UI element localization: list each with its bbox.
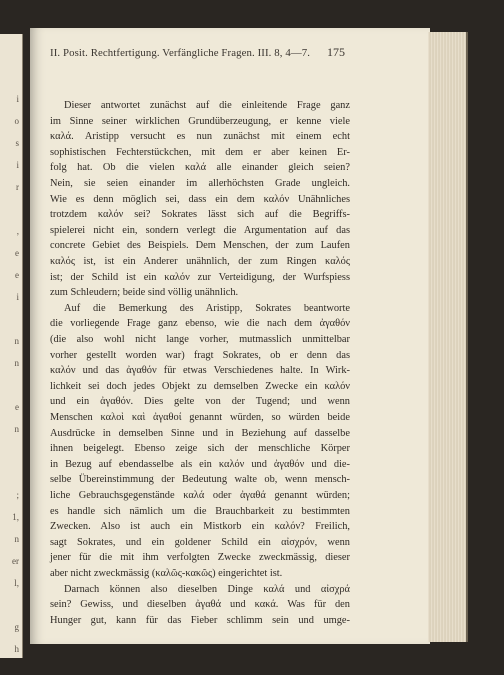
text-line: ihnen beigelegt. Ebenso zeige sich der menschliche Körper [50, 443, 350, 455]
facing-page-fragment: e [15, 270, 19, 280]
text-line: und ein ἀγαθόν. Dies gelte von der Tugend; und wenn [50, 396, 350, 408]
text-line: im Sinne seiner wirklichen Grundüberzeugung, er kenne viele [50, 115, 350, 127]
facing-page-text-fragments [0, 34, 22, 658]
text-line: spielerei nicht ein, sondern verlegt die Argumentation auf das [50, 224, 350, 236]
facing-page-fragment: e [15, 248, 19, 258]
facing-page-fragment: , [16, 226, 19, 236]
facing-page-edge [0, 34, 23, 658]
text-line: Nein, sie seien einander im allerhöchsten Grade ungleich. [50, 178, 350, 189]
text-line: ist; der Schild ist ein καλόν zur Verteidigung, der Wurfspiess [50, 271, 350, 283]
facing-page-fragment: n [14, 358, 19, 368]
facing-page-fragment: ; [16, 490, 19, 500]
text-line: jener für die mit ihm verfolgten Zwecke zweckmässig, dieser [50, 552, 350, 564]
facing-page-fragment: i [16, 94, 19, 104]
facing-page-fragment: n [14, 424, 19, 434]
text-line: Ausdrücke in demselben Sinne und in Beziehung auf dasselbe [50, 427, 350, 439]
text-line: Hunger gut, kann für das Fieber schlimm sein und umge- [50, 614, 350, 626]
page-number: 175 [327, 45, 345, 59]
text-line: trotzdem καλόν sei? Sokrates lässt sich auf die Begriffs- [50, 209, 350, 221]
text-line: καλός ist, ist ein Anderer unähnlich, der zum Ringen καλός [50, 256, 350, 267]
facing-page-fragment: s [15, 138, 19, 148]
text-line: die vorliegende Frage ganz ebenso, wie die nach dem ἀγαθόν [50, 318, 350, 330]
facing-page-fragment: i [16, 292, 19, 302]
text-line: folg hat. Ob die vielen καλά alle einander gleich seien? [50, 162, 350, 174]
facing-page-fragment: g [14, 622, 19, 632]
facing-page-fragment: l, [14, 578, 19, 588]
text-line: (die also wohl nicht lange vorher, mutmasslich unmittelbar [50, 334, 350, 345]
text-line: aber nicht zweckmässig (καλῶς-κακῶς) eingerichtet ist. [50, 568, 283, 579]
text-line: καλά. Aristipp versucht es nun zunächst mit einem echt [50, 131, 350, 143]
text-line: sein? Gewiss, und dieselben ἀγαθά und κακά. Was für den [50, 599, 350, 611]
facing-page-fragment: h [14, 644, 19, 654]
text-line: es handle sich nämlich um die Brauchbarkeit zu bestimmten [50, 505, 350, 517]
text-line: selbe Übereinstimmung der Bedeutung walte ob, wenn mensch- [50, 474, 350, 486]
text-line: zum Schleudern; beide sind völlig unähnlich. [50, 287, 239, 299]
running-title: II. Posit. Rechtfertigung. Verfängliche Fragen. III. 8, 4—7. [50, 47, 311, 59]
facing-page-fragment: 1, [12, 512, 19, 522]
text-line: lichkeit sei doch jedes Objekt zu demselben Zwecke ein καλόν [50, 380, 350, 392]
facing-page-fragment: e [15, 402, 19, 412]
text-line: Zwecken. Also ist auch ein Mistkorb ein καλόν? Freilich, [50, 521, 350, 533]
text-line: concrete Gebiet des Beispiels. Dem Menschen, der zum Laufen [50, 240, 350, 252]
facing-page-fragment: n [14, 336, 19, 346]
facing-page-fragment: r [16, 182, 19, 192]
text-line: vorher gestellt worden war) fragt Sokrates, ob er denn das [50, 349, 350, 361]
text-line: sagt Sokrates, und ein goldener Schild ein αἰσχρόν, wenn [50, 536, 350, 548]
text-line: sophistischen Fechterstückchen, mit dem er aber keinen Er- [50, 146, 350, 158]
text-line: in Bezug auf ebendasselbe als ein καλόν und ἀγαθόν und die- [50, 458, 350, 470]
text-line: καλόν und das ἀγαθόν für etwas Verschiedenes halte. In Wirk- [50, 365, 350, 377]
page-block-edge [428, 32, 468, 642]
facing-page-fragment: o [14, 116, 19, 126]
facing-page-fragment: n [14, 534, 19, 544]
facing-page-fragment: er [12, 556, 19, 566]
text-line: Darnach können also dieselben Dinge καλά und αἰσχρά [64, 583, 350, 595]
text-line: Wie es denn möglich sei, dass ein dem καλόν Unähnliches [50, 193, 350, 205]
text-line: Auf die Bemerkung des Aristipp, Sokrates beantworte [64, 302, 350, 314]
text-line: Dieser antwortet zunächst auf die einleitende Frage ganz [64, 100, 350, 111]
text-line: liche Gebrauchsgegenstände καλά oder ἀγαθά genannt würden; [50, 490, 350, 501]
text-line: Menschen καλοὶ καὶ ἀγαθοί genannt würden, so würden beide [50, 412, 350, 423]
facing-page-fragment: i [16, 160, 19, 170]
